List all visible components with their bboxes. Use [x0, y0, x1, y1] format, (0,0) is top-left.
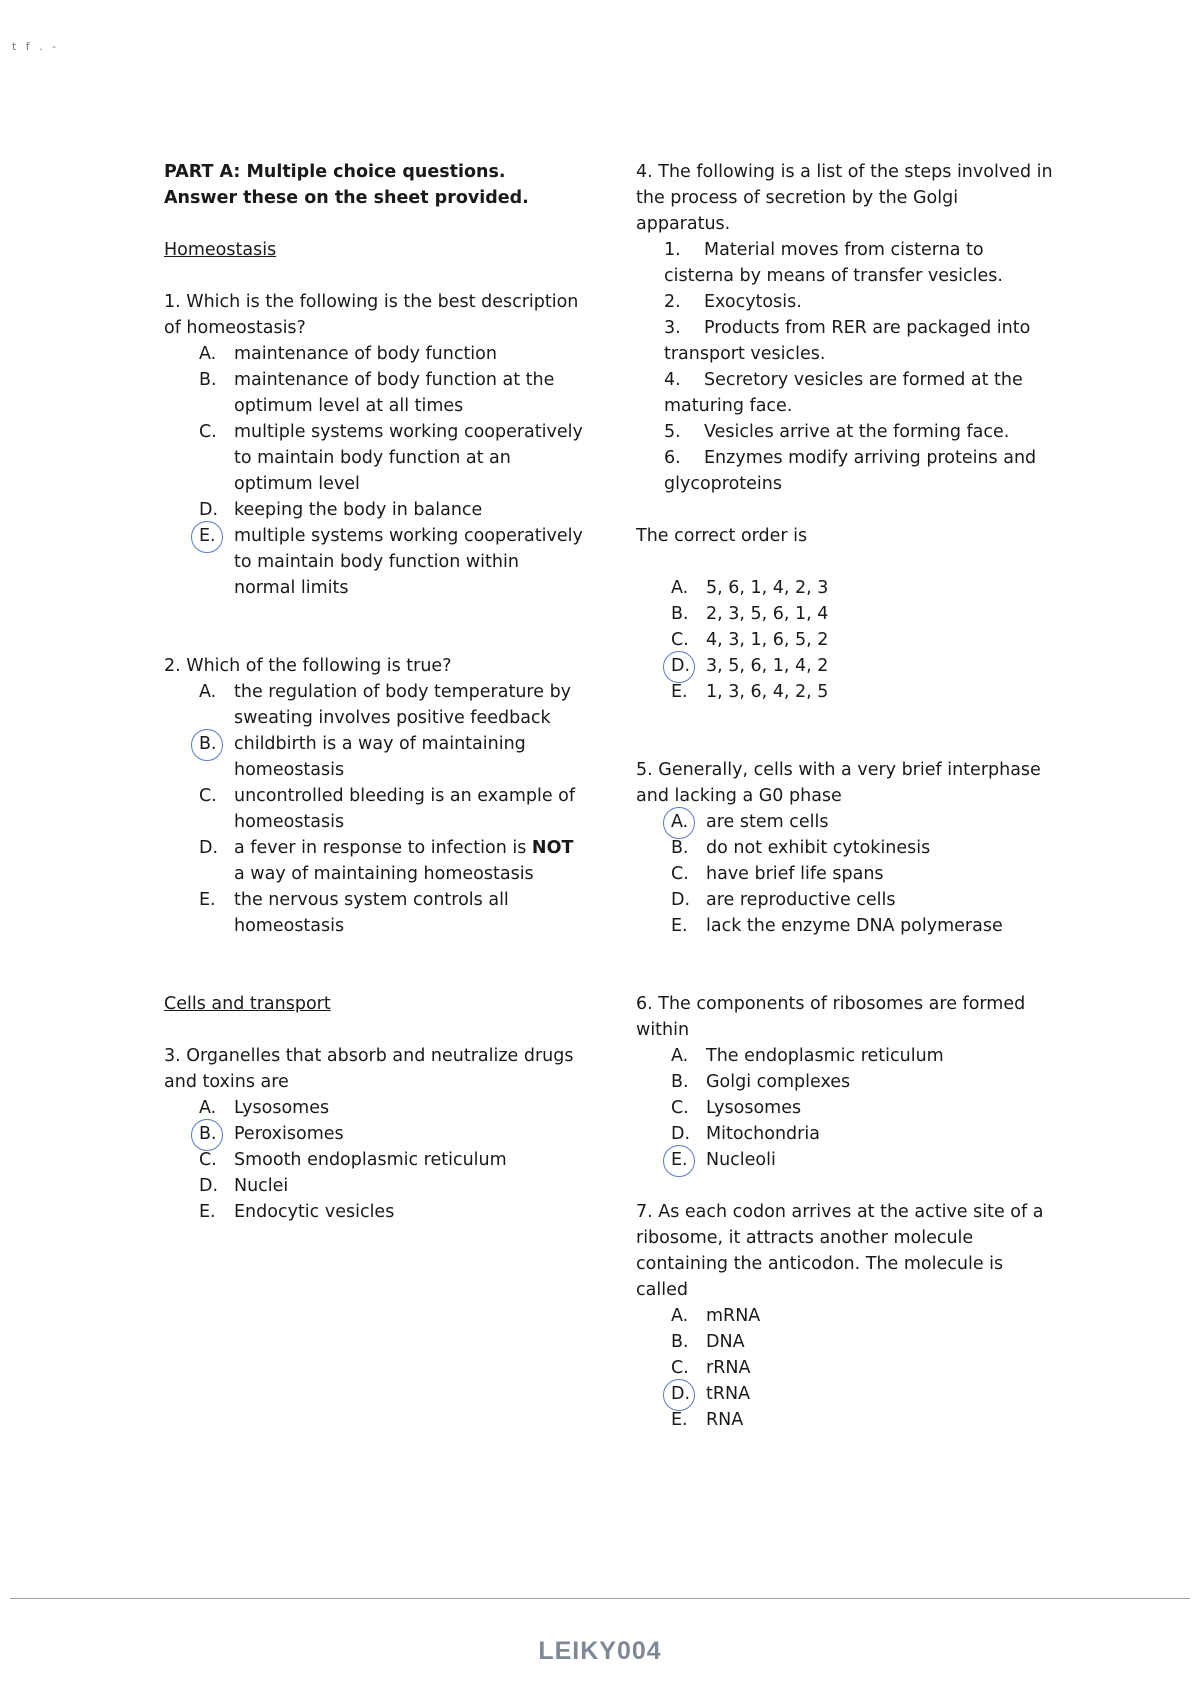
option-text: Endocytic vesicles [234, 1202, 395, 1222]
option-letter: B. [199, 370, 217, 390]
option-text: 2, 3, 5, 6, 1, 4 [706, 604, 829, 624]
step-item [664, 289, 1056, 315]
option-text: rRNA [706, 1358, 751, 1378]
answer-option-d [199, 835, 584, 887]
option-letter: A. [199, 682, 217, 702]
section-homeostasis: Homeostasis [164, 240, 277, 260]
step-item [664, 419, 1056, 445]
option-letter: D. [671, 1381, 706, 1407]
answer-option-e [671, 913, 1056, 939]
question-stem: 1. Which is the following is the best description of homeostasis? [164, 292, 579, 338]
left-column [164, 159, 584, 1225]
step-text-continued: transport vesicles. [664, 344, 826, 364]
option-text: Golgi complexes [706, 1072, 851, 1092]
option-letter: B. [199, 731, 234, 757]
step-number: 4. [664, 370, 681, 390]
step-text-continued: maturing face. [664, 396, 793, 416]
option-text: are reproductive cells [706, 890, 896, 910]
answer-option-c [199, 419, 584, 497]
option-letter: B. [671, 838, 689, 858]
step-number: 3. [664, 318, 681, 338]
option-text: tRNA [706, 1384, 751, 1404]
question-1 [164, 289, 584, 601]
option-letter: D. [199, 838, 219, 858]
option-letter: B. [671, 604, 689, 624]
question-7 [636, 1199, 1056, 1433]
option-text: do not exhibit cytokinesis [706, 838, 931, 858]
answer-option-c [671, 1095, 1056, 1121]
option-letter: C. [199, 422, 217, 442]
option-letter: A. [671, 809, 706, 835]
footer-divider [10, 1598, 1190, 1599]
step-item [664, 367, 1056, 393]
option-text [234, 835, 584, 887]
question-stem: 5. Generally, cells with a very brief interphase and lacking a G0 phase [636, 760, 1041, 806]
step-text-continued: glycoproteins [664, 474, 782, 494]
question-stem: 6. The components of ribosomes are formed within [636, 994, 1026, 1040]
option-text: Nucleoli [706, 1150, 776, 1170]
step-number: 5. [664, 422, 681, 442]
option-letter: E. [671, 682, 688, 702]
option-text: maintenance of body function [234, 344, 497, 364]
option-letter: E. [671, 1410, 688, 1430]
option-letter: C. [671, 1098, 689, 1118]
option-letter: A. [671, 578, 689, 598]
option-letter: E. [199, 523, 234, 549]
option-text: 4, 3, 1, 6, 5, 2 [706, 630, 829, 650]
option-letter: E. [671, 916, 688, 936]
answer-option-b-circled [199, 731, 584, 783]
answer-option-d [671, 1121, 1056, 1147]
step-number: 6. [664, 448, 681, 468]
answer-option-d-circled [671, 653, 1056, 679]
option-text: Smooth endoplasmic reticulum [234, 1150, 507, 1170]
answer-option-a [671, 1043, 1056, 1069]
step-text: Exocytosis. [704, 292, 802, 312]
answer-option-b [671, 1069, 1056, 1095]
step-item [664, 315, 1056, 341]
option-text: lack the enzyme DNA polymerase [706, 916, 1003, 936]
option-text: Lysosomes [706, 1098, 802, 1118]
answer-option-d [671, 887, 1056, 913]
answer-option-b [671, 1329, 1056, 1355]
answer-option-c [199, 1147, 584, 1173]
right-column [636, 159, 1056, 1433]
question-4 [636, 159, 1056, 705]
step-text: Secretory vesicles are formed at the [704, 370, 1023, 390]
answer-option-c [671, 861, 1056, 887]
option-text: have brief life spans [706, 864, 884, 884]
margin-scribble: t f . - [12, 40, 60, 53]
option-letter: B. [671, 1332, 689, 1352]
option-text: are stem cells [706, 812, 829, 832]
answer-option-e [199, 887, 584, 939]
option-letter: D. [199, 500, 219, 520]
option-letter: B. [199, 1121, 234, 1147]
section-cells-and-transport: Cells and transport [164, 994, 331, 1014]
option-text: multiple systems working cooperatively to maintain body function at an optimum level [234, 422, 583, 494]
step-number: 2. [664, 292, 681, 312]
question-stem: 4. The following is a list of the steps involved in the process of secretion by the Golgi apparatus. [636, 162, 1053, 234]
option-letter: A. [671, 1046, 689, 1066]
option-text: childbirth is a way of maintaining homeostasis [234, 734, 526, 780]
question-3 [164, 1043, 584, 1225]
option-letter: D. [199, 1176, 219, 1196]
option-text: 3, 5, 6, 1, 4, 2 [706, 656, 829, 676]
option-letter: C. [199, 1150, 217, 1170]
option-text: The endoplasmic reticulum [706, 1046, 944, 1066]
answer-option-e-circled [199, 523, 584, 601]
option-letter: D. [671, 653, 706, 679]
answer-option-b [199, 367, 584, 419]
option-letter: C. [671, 630, 689, 650]
option-letter: B. [671, 1072, 689, 1092]
option-text: mRNA [706, 1306, 761, 1326]
option-letter: E. [199, 1202, 216, 1222]
answer-option-e [671, 1407, 1056, 1433]
option-text: Nuclei [234, 1176, 289, 1196]
answer-option-a [671, 1303, 1056, 1329]
answer-option-d-circled [671, 1381, 1056, 1407]
part-a-title: PART A: Multiple choice questions. Answer these on the sheet provided. [164, 162, 529, 208]
answer-option-c [199, 783, 584, 835]
answer-option-a [199, 679, 584, 731]
option-text: the regulation of body temperature by sweating involves positive feedback [234, 682, 572, 728]
question-6 [636, 991, 1056, 1173]
step-text: Vesicles arrive at the forming face. [704, 422, 1010, 442]
option-letter: A. [199, 344, 217, 364]
order-prompt: The correct order is [636, 526, 808, 546]
option-text-part: a way of maintaining homeostasis [234, 864, 534, 884]
golgi-steps-list [636, 237, 1056, 497]
option-letter: A. [199, 1098, 217, 1118]
answer-option-a [671, 575, 1056, 601]
answer-option-c [671, 627, 1056, 653]
option-text: maintenance of body function at the optimum level at all times [234, 370, 555, 416]
option-letter: D. [671, 1124, 691, 1144]
option-letter: A. [671, 1306, 689, 1326]
step-number: 1. [664, 240, 681, 260]
option-text: Lysosomes [234, 1098, 330, 1118]
step-text: Products from RER are packaged into [704, 318, 1031, 338]
answer-option-a [199, 1095, 584, 1121]
question-2 [164, 653, 584, 939]
answer-option-d [199, 1173, 584, 1199]
option-text: uncontrolled bleeding is an example of homeostasis [234, 786, 576, 832]
answer-option-d [199, 497, 584, 523]
option-text: 5, 6, 1, 4, 2, 3 [706, 578, 829, 598]
option-text: Mitochondria [706, 1124, 820, 1144]
option-letter: E. [671, 1147, 706, 1173]
answer-option-a-circled [671, 809, 1056, 835]
answer-option-c [671, 1355, 1056, 1381]
option-text-emphasis: NOT [531, 838, 574, 858]
option-text: the nervous system controls all homeostasis [234, 890, 509, 936]
option-letter: C. [199, 786, 217, 806]
answer-option-e [671, 679, 1056, 705]
answer-option-b [671, 835, 1056, 861]
step-item [664, 445, 1056, 471]
step-item [664, 237, 1056, 263]
option-letter: D. [671, 890, 691, 910]
question-5 [636, 757, 1056, 939]
answer-option-e [199, 1199, 584, 1225]
option-text: keeping the body in balance [234, 500, 483, 520]
option-text-part: a fever in response to infection is [234, 838, 532, 858]
option-text: 1, 3, 6, 4, 2, 5 [706, 682, 829, 702]
answer-option-e-circled [671, 1147, 1056, 1173]
step-text: Enzymes modify arriving proteins and [704, 448, 1037, 468]
question-stem: 7. As each codon arrives at the active site of a ribosome, it attracts another molecule containing the anticodon. The molecule is called [636, 1202, 1044, 1300]
option-text: Peroxisomes [234, 1124, 344, 1144]
step-text: Material moves from cisterna to [704, 240, 984, 260]
answer-option-b [671, 601, 1056, 627]
question-stem: 2. Which of the following is true? [164, 656, 452, 676]
option-text: RNA [706, 1410, 744, 1430]
answer-option-a [199, 341, 584, 367]
step-text-continued: cisterna by means of transfer vesicles. [664, 266, 1003, 286]
option-text: DNA [706, 1332, 745, 1352]
question-stem: 3. Organelles that absorb and neutralize drugs and toxins are [164, 1046, 574, 1092]
option-letter: C. [671, 864, 689, 884]
answer-option-b-circled [199, 1121, 584, 1147]
option-text: multiple systems working cooperatively to maintain body function within normal limits [234, 526, 583, 598]
document-code: LEIKY004 [538, 1637, 662, 1665]
option-letter: E. [199, 890, 216, 910]
option-letter: C. [671, 1358, 689, 1378]
